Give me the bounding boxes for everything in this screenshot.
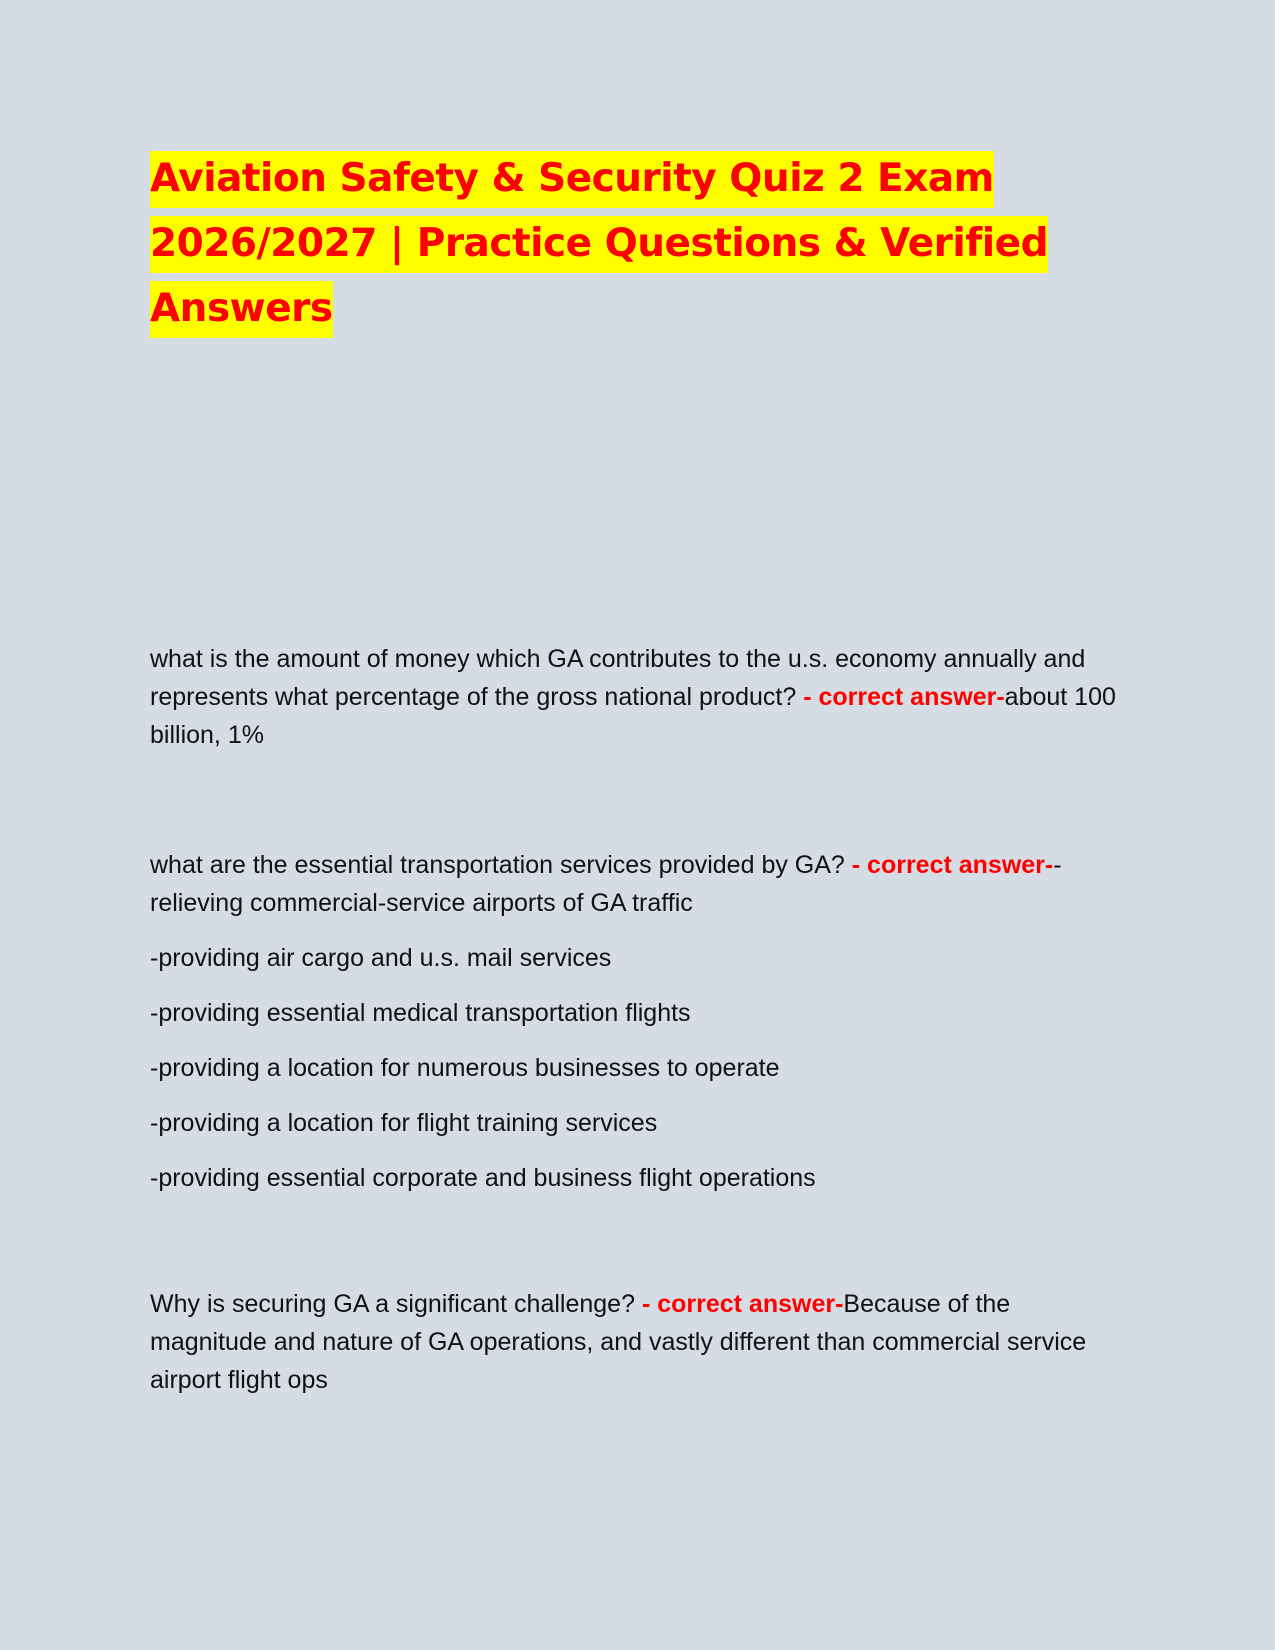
question-1-text: what is the amount of money which GA contributes to the u.s. economy annually and represents what percentage of the gross national product? <box>150 645 1086 711</box>
question-block-3 <box>150 1285 1130 1399</box>
answer-3-text: Because of the magnitude and nature of GA operations, and vastly different than commercial service airport flight ops <box>150 1290 1087 1394</box>
answer-1-text: about 100 billion, 1% <box>150 683 1116 749</box>
question-2-text: what are the essential transportation services provided by GA? <box>150 851 845 879</box>
document-title <box>150 146 1150 341</box>
document-title-text: Aviation Safety & Security Quiz 2 Exam 2026/2027 | Practice Questions & Verified Answers <box>150 151 1048 338</box>
question-block-2 <box>150 846 1130 1197</box>
answer-2-item: -providing a location for numerous businesses to operate <box>150 1054 780 1082</box>
answer-label: - correct answer- <box>803 683 1005 711</box>
answer-2-item: -providing air cargo and u.s. mail services <box>150 944 612 972</box>
question-block-1 <box>150 640 1130 754</box>
answer-2-item: -providing a location for flight training services <box>150 1109 658 1137</box>
question-3 <box>150 1285 1130 1399</box>
answer-2-item: -providing essential medical transportation flights <box>150 999 691 1027</box>
question-1 <box>150 640 1130 754</box>
answer-2-first-item: -relieving commercial-service airports of GA traffic <box>150 851 1062 917</box>
answer-label: - correct answer- <box>641 1290 844 1318</box>
answer-2-item: -providing essential corporate and business flight operations <box>150 1164 816 1192</box>
answer-label: - correct answer- <box>851 851 1054 879</box>
question-list <box>150 640 1130 1399</box>
question-2 <box>150 846 1130 922</box>
question-3-text: Why is securing GA a significant challenge? <box>150 1290 635 1318</box>
